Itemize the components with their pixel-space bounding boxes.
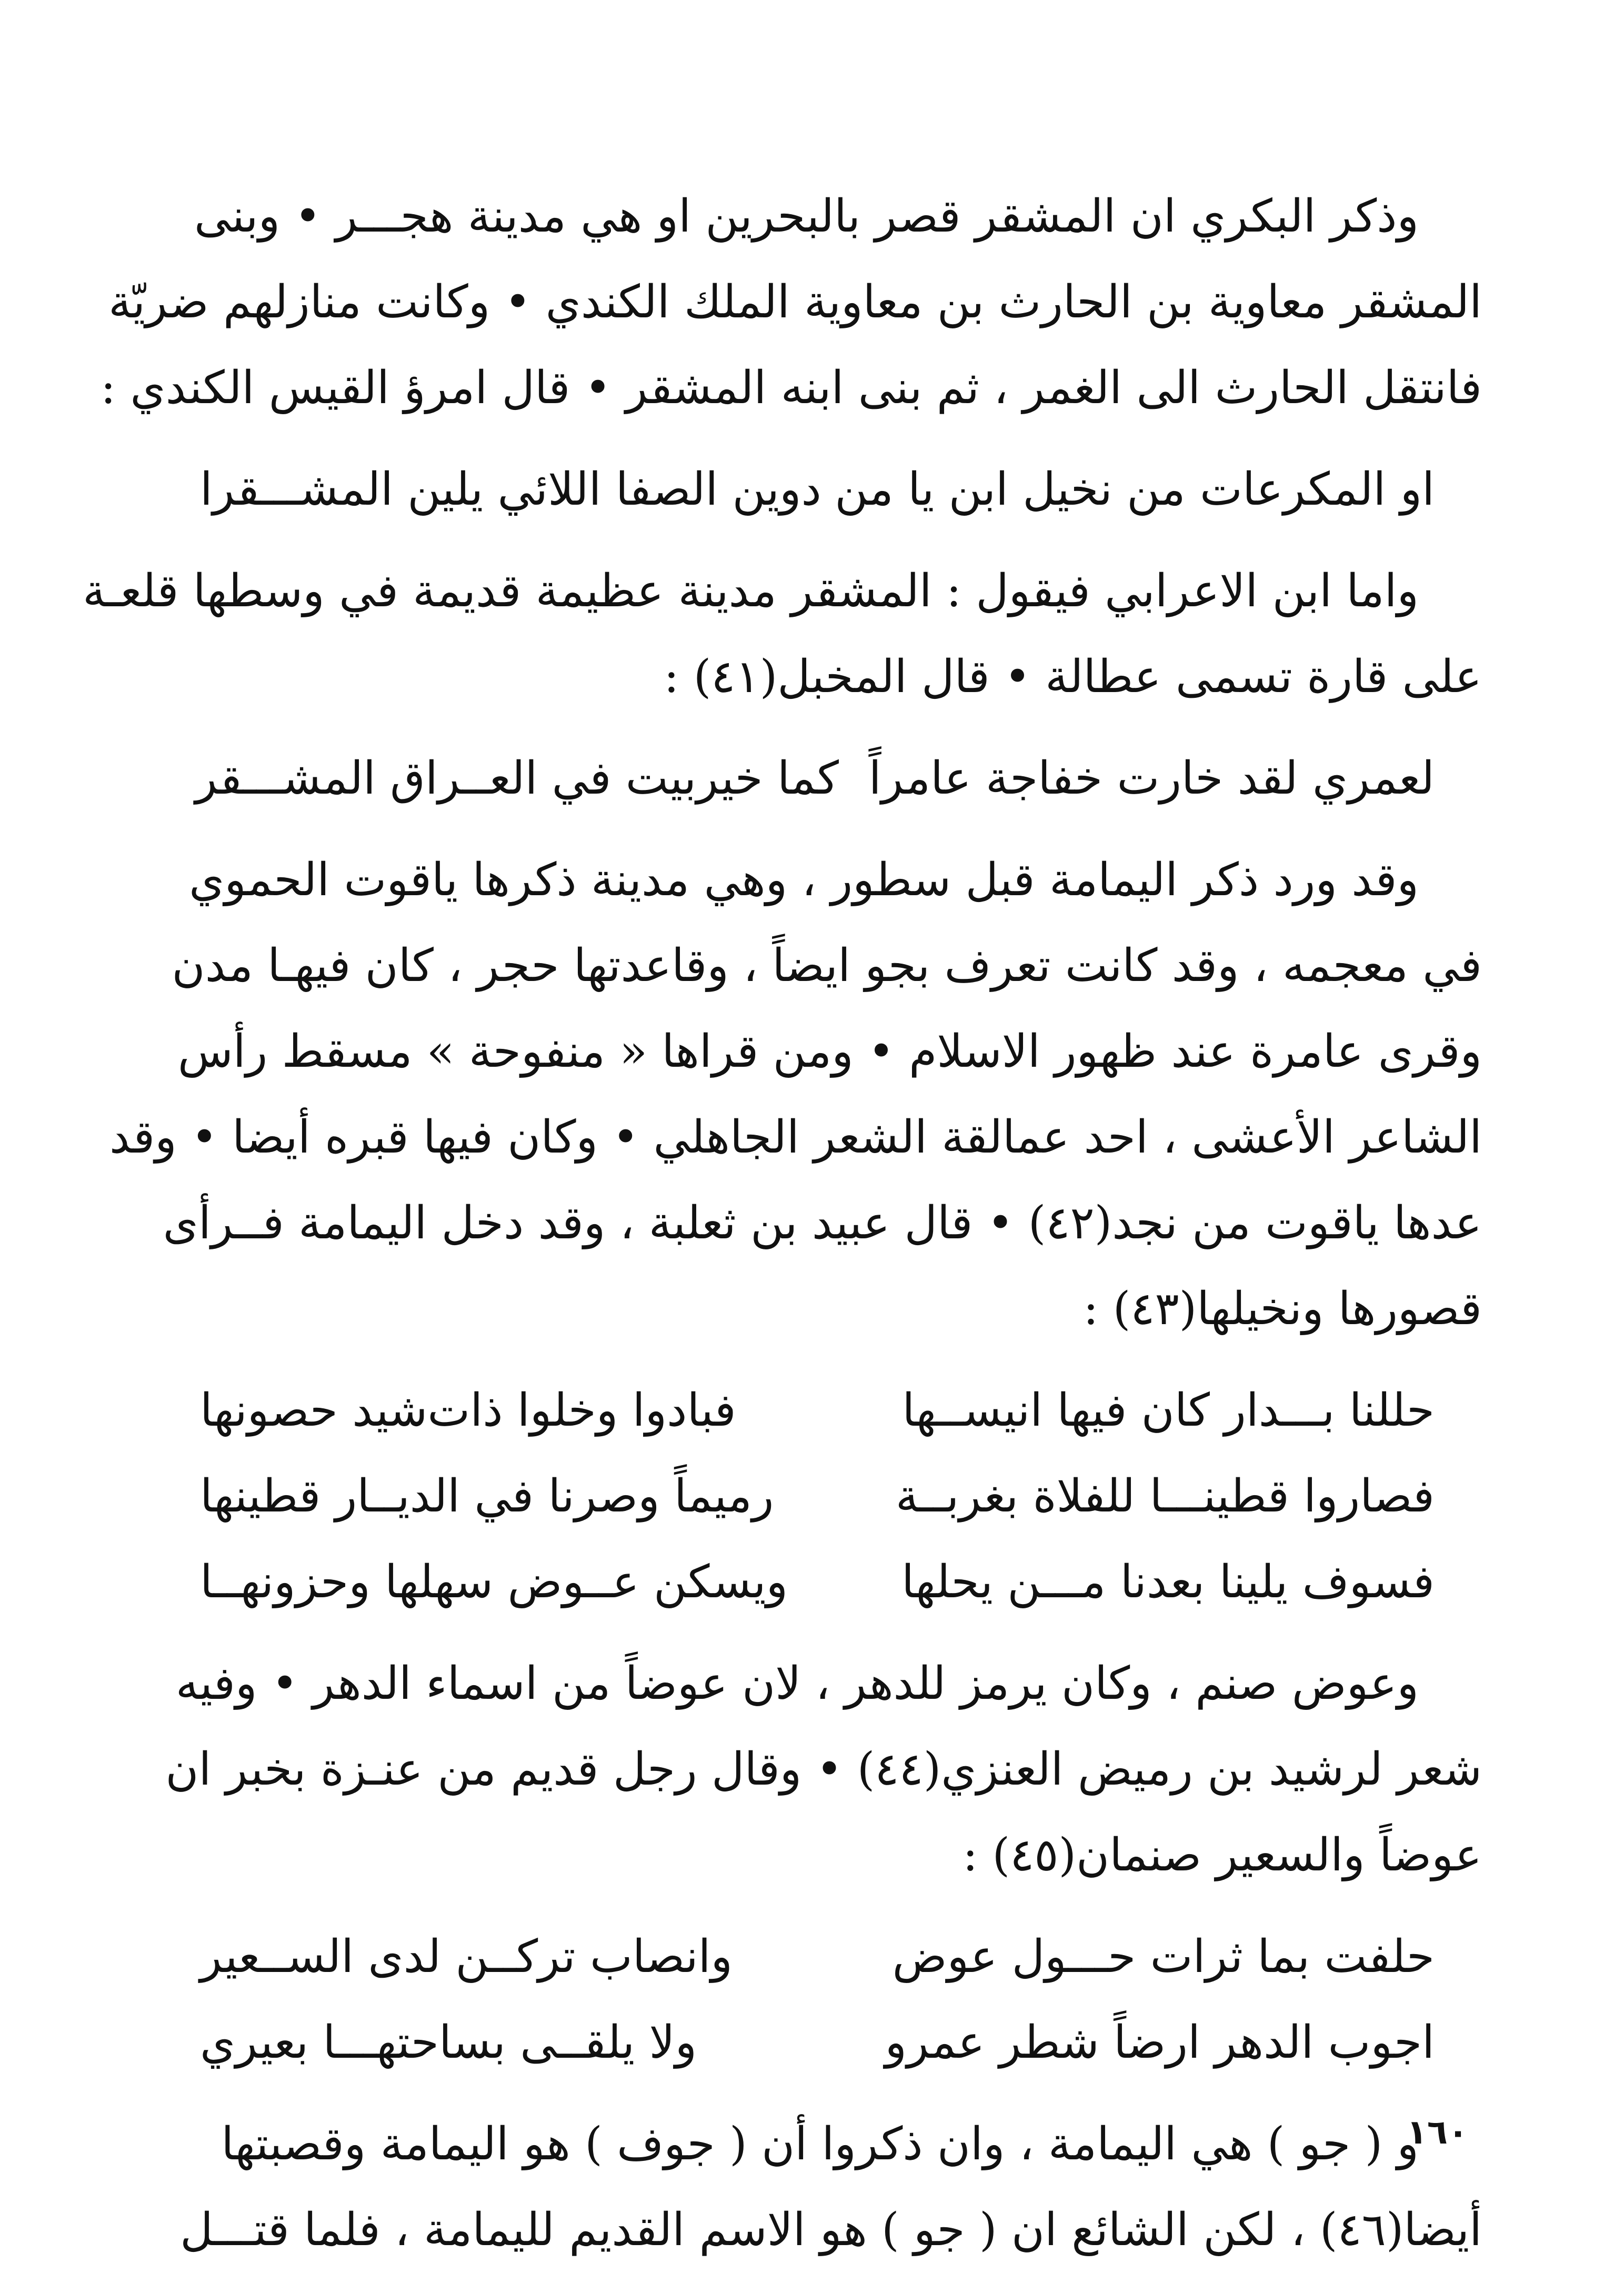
verse-first-hemistich: او المكرعات من نخيل ابن يا من [835, 463, 1435, 516]
verse-second-hemistich: ويسكن عــوض سهلها وحزونهــا [200, 1556, 788, 1608]
paragraph-5 [142, 2101, 1482, 2273]
verse-line [142, 1368, 1482, 1454]
verse-first-hemistich: لعمري لقد خارت خفاجة عامراً [868, 752, 1435, 805]
paragraph-4 [142, 1641, 1482, 1898]
text-line: المشقر معاوية بن الحارث بن معاوية الملك الكندي • وكانت منازلهم ضريّة [108, 276, 1482, 328]
text-line: أيضا(٤٦) ، لكن الشائع ان ( جو ) هو الاسم القديم لليمامة ، فلما قتـــل [180, 2204, 1482, 2256]
verse-first-hemistich: حللنا بـــدار كان فيها انيســها [902, 1384, 1435, 1437]
paragraph-2 [83, 548, 1482, 720]
verse-first-hemistich: فصاروا قطينـــا للفلاة بغربــة [895, 1470, 1435, 1523]
text-line: شعر لرشيد بن رميض العنزي(٤٤) • وقال رجل قديم من عنـزة بخبر ان [165, 1743, 1482, 1796]
verse-block-4 [142, 1914, 1482, 2086]
text-line: وذكر البكري ان المشقر قصر بالبحرين او هي مدينة هجـــر • وبنى [194, 190, 1419, 243]
page-number: ١٦٠ [1406, 2113, 1468, 2152]
text-line: فانتقل الحارث الى الغمر ، ثم بنى ابنه المشقر • قال امرؤ القيس الكندي : [101, 362, 1482, 414]
verse-line [142, 447, 1482, 533]
verse-first-hemistich: اجوب الدهر ارضاً شطر عمرو [885, 2016, 1435, 2069]
verse-second-hemistich: وانصاب تركــن لدى الســعير [200, 1930, 733, 1983]
text-line: وقرى عامرة عند ظهور الاسلام • ومن قراها « منفوحة » مسقط رأس [177, 1025, 1482, 1078]
verse-line [142, 1454, 1482, 1539]
verse-block-1 [142, 447, 1482, 533]
paragraph-1 [101, 174, 1482, 431]
text-line: و ( جو ) هي اليمامة ، وان ذكروا أن ( جوف ) هو اليمامة وقصبتها [221, 2118, 1419, 2170]
text-line: قصورها ونخيلها(٤٣) : [1083, 1283, 1482, 1335]
verse-line [142, 1539, 1482, 1625]
text-line: الشاعر الأعشى ، احد عمالقة الشعر الجاهلي • وكان فيها قبره أيضا • وقد [109, 1111, 1482, 1164]
verse-second-hemistich: رميماً وصرنا في الديــار قطينها [200, 1470, 774, 1523]
verse-second-hemistich: فبادوا وخلوا ذات‌شيد حصونها [200, 1384, 736, 1437]
text-line: واما ابن الاعرابي فيقول : المشقر مدينة عظيمة قديمة في وسطها قلعـة [83, 565, 1419, 617]
text-line: عدها ياقوت من نجد(٤٢) • قال عبيد بن ثعلبة ، وقد دخل اليمامة فــرأى [163, 1197, 1482, 1249]
paragraph-3 [109, 837, 1482, 1352]
verse-block-2 [142, 736, 1482, 822]
page-body [83, 174, 1482, 2273]
text-line: عوضاً والسعير صنمان(٤٥) : [963, 1829, 1482, 1881]
verse-line [142, 2000, 1482, 2086]
verse-second-hemistich: دوين الصفا اللائي يلين المشـــقرا [200, 463, 821, 516]
verse-line [142, 736, 1482, 822]
verse-second-hemistich: كما خيربيت في العــراق المشـــقر [195, 752, 839, 805]
text-line: على قارة تسمى عطالة • قال المخبل(٤١) : [664, 650, 1482, 703]
verse-first-hemistich: حلفت بما ثرات حـــول عوض [892, 1930, 1435, 1983]
text-line: وعوض صنم ، وكان يرمز للدهر ، لان عوضاً من اسماء الدهر • وفيه [175, 1657, 1419, 1710]
text-line: في معجمه ، وقد كانت تعرف بجو ايضاً ، وقاعدتها حجر ، كان فيهـا مدن [172, 939, 1482, 992]
verse-second-hemistich: ولا يلقــى بساحتهـــا بعيري [200, 2016, 697, 2069]
verse-first-hemistich: فسوف يلينا بعدنا مـــن يحلها [901, 1556, 1435, 1608]
verse-block-3 [142, 1368, 1482, 1625]
verse-line [142, 1914, 1482, 2000]
text-line: وقد ورد ذكر اليمامة قبل سطور ، وهي مدينة ذكرها ياقوت الحموي [189, 854, 1419, 906]
